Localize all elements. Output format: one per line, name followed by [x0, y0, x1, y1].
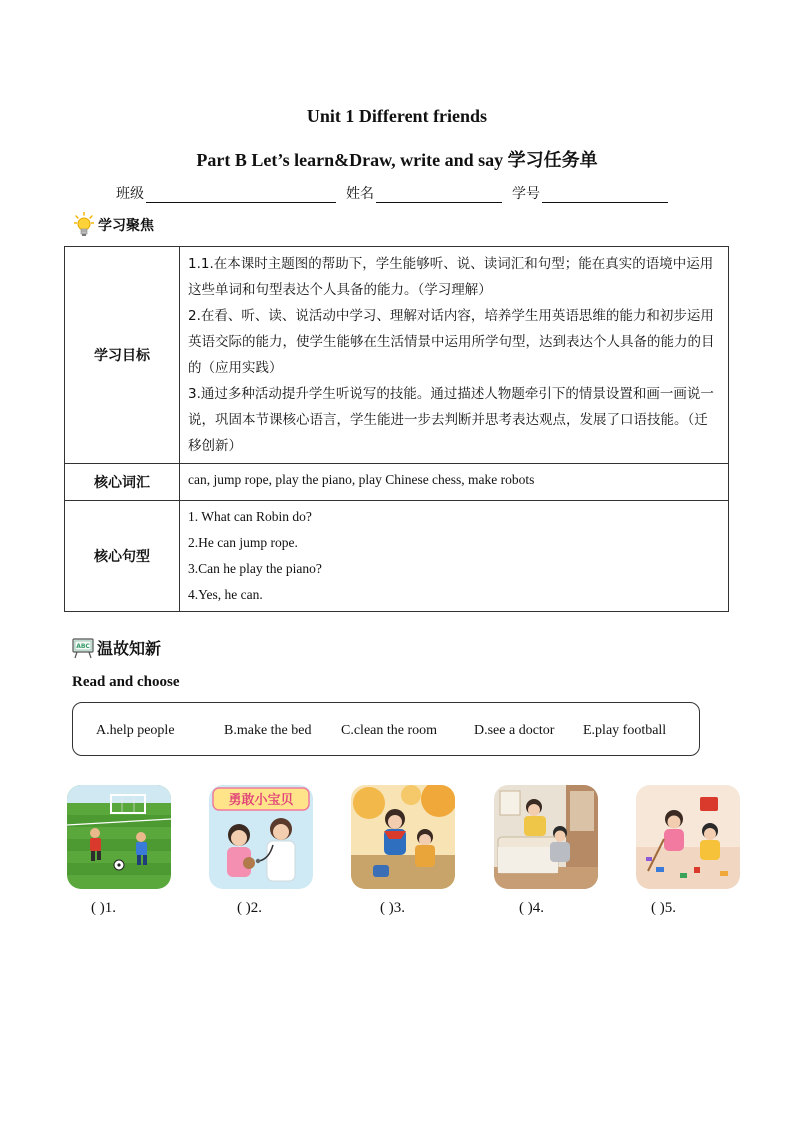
learning-goals-table	[64, 246, 729, 612]
answer-blank-3[interactable]: ( )3.	[380, 900, 405, 916]
vocab-label: 核心词汇	[65, 464, 180, 501]
objective-item: 1.1.在本课时主题图的帮助下，学生能够听、说、读词汇和句型；能在真实的语境中运用这些单词和句型表达个人具备的能力。（学习理解）	[188, 256, 714, 298]
section-review-heading	[72, 636, 161, 659]
choice-c: C.clean the room	[341, 723, 438, 738]
answer-blank-2[interactable]: ( )2.	[237, 900, 262, 916]
objective-item: 2.在看、听、读、说活动中学习、理解对话内容，培养学生用英语思维的能力和初步运用英语交际的能力，使学生能够在生活情景中运用所学句型，达到表达个人具备的能力的目的（应用实践）	[188, 308, 715, 376]
name-label: 姓名	[346, 186, 374, 202]
sentences-label: 核心句型	[65, 501, 180, 612]
page-subtitle: Part B Let’s learn&Draw, write and say 学习任务单	[196, 150, 598, 170]
number-label: 学号	[512, 186, 540, 202]
picture-doctor	[209, 785, 313, 889]
objective-item: 3.通过多种活动提升学生听说写的技能。通过描述人物题牵引下的情景设置和画一画说一说，巩固本节课核心语言，学生能进一步去判断并思考表达观点，发展了口语技能。（迁移创新）	[188, 386, 714, 454]
student-info-row	[116, 183, 668, 203]
sentence-item: 2.He can jump rope.	[188, 535, 298, 550]
picture-clean-room	[636, 785, 740, 889]
objectives-row	[65, 247, 729, 464]
lightbulb-icon	[74, 212, 94, 238]
vocab-row	[65, 464, 729, 501]
choices-box	[72, 702, 700, 756]
answer-blank-1[interactable]: ( )1.	[91, 900, 116, 916]
objectives-label: 学习目标	[65, 247, 180, 464]
sentence-item: 3.Can he play the piano?	[188, 561, 322, 576]
picture-help-people	[351, 785, 455, 889]
exercise-instruction: Read and choose	[72, 674, 180, 690]
answer-blank-5[interactable]: ( )5.	[651, 900, 676, 916]
svg-text:ABC: ABC	[76, 642, 90, 650]
objectives-cell	[180, 247, 729, 464]
section-review-title: 温故知新	[97, 639, 162, 658]
section-focus-title: 学习聚焦	[98, 218, 154, 234]
choice-a: A.help people	[96, 723, 175, 738]
number-field[interactable]	[542, 186, 668, 203]
choice-d: D.see a doctor	[474, 723, 555, 738]
answer-blank-4[interactable]: ( )4.	[519, 900, 544, 916]
section-focus-heading	[74, 212, 154, 238]
blackboard-icon	[72, 637, 94, 659]
picture-make-bed	[494, 785, 598, 889]
sentence-item: 1. What can Robin do?	[188, 509, 312, 524]
picture-football	[67, 785, 171, 889]
class-field[interactable]	[146, 186, 336, 203]
class-label: 班级	[116, 186, 144, 202]
sentences-cell	[180, 501, 729, 612]
vocab-cell: can, jump rope, play the piano, play Chinese chess, make robots	[180, 464, 729, 501]
page-title: Unit 1 Different friends	[306, 106, 488, 126]
sentence-item: 4.Yes, he can.	[188, 587, 263, 602]
sentences-row	[65, 501, 729, 612]
name-field[interactable]	[376, 186, 502, 203]
choice-e: E.play football	[583, 723, 667, 738]
choice-b: B.make the bed	[224, 723, 312, 738]
picture-badge-text: 勇敢小宝贝	[228, 793, 294, 808]
